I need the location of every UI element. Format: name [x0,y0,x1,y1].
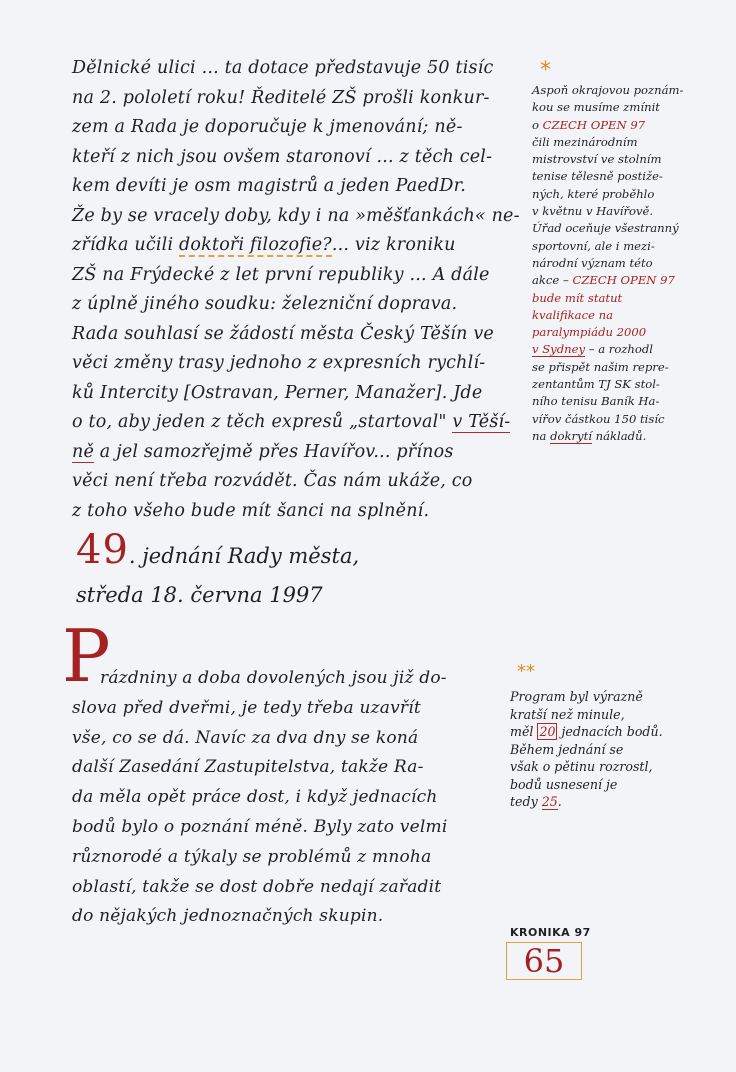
text-line: ků Intercity [Ostravan, Perner, Manažer]. Jde [72,382,483,403]
sidenote-line: kratší než minule, [510,706,625,722]
text-line: z toho všeho bude mít šanci na splnění. [72,500,430,521]
section-heading [76,528,496,610]
asterisk-marker: * [540,58,551,83]
sidenote-line: bude mít statut [532,290,623,305]
event-name: CZECH OPEN 97 [542,117,646,132]
sidenote-line [532,428,683,445]
sidenote-line [532,272,683,289]
text-line: různorodé a týkaly se problémů z mnoha [72,846,432,867]
text-line: věci není třeba rozvádět. Čas nám ukáže, co [72,471,473,491]
text-line: bodů bylo o poznání méně. Byly zato velmi [72,816,448,837]
paragraph-block [72,664,502,932]
text-fragment: o [532,117,543,132]
text-line: vše, co se dá. Navíc za dva dny se koná [72,727,419,748]
text-line: slova před dveřmi, je tedy třeba uzavřít [72,697,421,718]
heading-text: . jednání Rady města, [128,544,360,568]
heading-line [76,528,496,578]
text-line [72,408,512,438]
text-fragment: ... viz kroniku [331,235,456,255]
text-fragment: zřídka učili [72,235,180,255]
sidenote-line: však o pětinu rozrostl, [510,759,653,774]
sidenote-body [532,82,683,445]
sidenote-line: sportovní, ale i mezi- [532,238,655,253]
underlined-phrase: v Těší- [452,412,511,432]
sidenote-line: v květnu v Havířově. [532,204,654,219]
text-fragment: tedy [510,794,542,809]
sidenote-line: Během jednání se [510,741,624,757]
drop-cap: P [62,614,111,698]
underlined-phrase: doktoři filozofie? [179,235,332,255]
text-fragment: a jel samozřejmě přes Havířov... přínos [94,441,454,462]
text-line: Rada souhlasí se žádostí města Český Těšín ve [72,323,494,344]
text-line: rázdniny a doba dovolených jsou již do- [100,668,447,688]
heading-date: středa 18. června 1997 [76,583,323,607]
points-count-boxed: 20 [539,724,556,739]
resolutions-count: 25 [541,794,558,809]
sidenote-line [532,117,683,134]
text-fragment: měl [510,724,538,739]
text-line: kem devíti je osm magistrů a jeden PaedDr. [72,176,466,196]
sidenote-line [532,341,683,358]
event-name: CZECH OPEN 97 [572,273,675,288]
underlined-phrase: ně [72,441,95,462]
text-fragment: jednacích bodů. [557,724,663,739]
text-line: da měla opět práce dost, i když jednacích [72,787,438,808]
sidenote-line: vířov částkou 150 tisíc [532,411,665,426]
text-fragment: – a rozhodl [585,342,654,357]
text-line: Dělnické ulici ... ta dotace představuje 50 tisíc [72,58,494,78]
sidenote-line: čili mezinárodním [532,134,638,149]
text-fragment: na [532,428,551,443]
text-line: oblastí, takže se dost dobře nedají zařadit [72,876,442,897]
sidenote-line: Úřad oceňuje všestranný [532,221,679,236]
text-fragment: . [557,794,562,809]
sidenote-line: Aspoň okrajovou poznám- [532,83,684,97]
text-line: Že by se vracely doby, kdy i na »měšťankách« ne- [72,205,520,226]
sidenote-line: kvalifikace na [532,307,613,322]
chronicle-label: KRONIKA 97 [510,926,591,939]
sidenote-line: národní význam této [532,255,653,270]
text-fragment: akce – [532,273,573,288]
text-line: věci změny trasy jednoho z expresních rychlí- [72,353,486,373]
text-fragment: nákladů. [591,428,647,443]
city-name: v Sydney [532,342,586,357]
sidenote-line: kou se musíme zmínit [532,100,660,115]
sidenote-line: tenise tělesně postiže- [532,169,663,184]
text-line: na 2. pololetí roku! Ředitelé ZŠ prošli konkur- [72,87,490,108]
sidenote-line: paralympiádu 2000 [532,325,647,340]
sidenote-line [510,793,710,811]
text-line: zem a Rada je doporučuje k jmenování; ně- [72,117,463,137]
underlined-word: dokrytí [550,428,592,443]
sidenote-line: ných, které proběhlo [532,186,655,201]
session-number: 49 [76,527,129,573]
sidenote-line: se přispět našim repre- [532,359,669,374]
sidenote-program [510,688,710,811]
text-line: do nějakých jednoznačných skupin. [72,906,384,927]
text-line: další Zasedání Zastupitelstva, takže Ra- [72,757,424,778]
sidenote-line [510,723,710,741]
main-text-block [72,54,520,526]
sidenote-line: ního tenisu Baník Ha- [532,394,660,409]
page-number: 65 [506,942,582,980]
text-line: z úplně jiného soudku: železniční doprava. [72,294,458,314]
sidenote-line: zentantům TJ SK stol- [532,377,660,392]
text-line: kteří z nich jsou ovšem staronoví ... z těch cel- [72,146,493,167]
text-line [72,438,512,468]
sidenote-line: mistrovství ve stolním [532,152,662,167]
sidenote-line: bodů usnesení je [510,776,618,792]
text-fragment: o to, aby jeden z těch expresů „startoval" [72,412,453,432]
double-asterisk-marker: ** [517,661,535,682]
text-line: ZŠ na Frýdecké z let první republiky ... A dále [72,264,490,285]
text-line [72,231,512,261]
sidenote-line: Program byl výrazně [510,689,643,704]
